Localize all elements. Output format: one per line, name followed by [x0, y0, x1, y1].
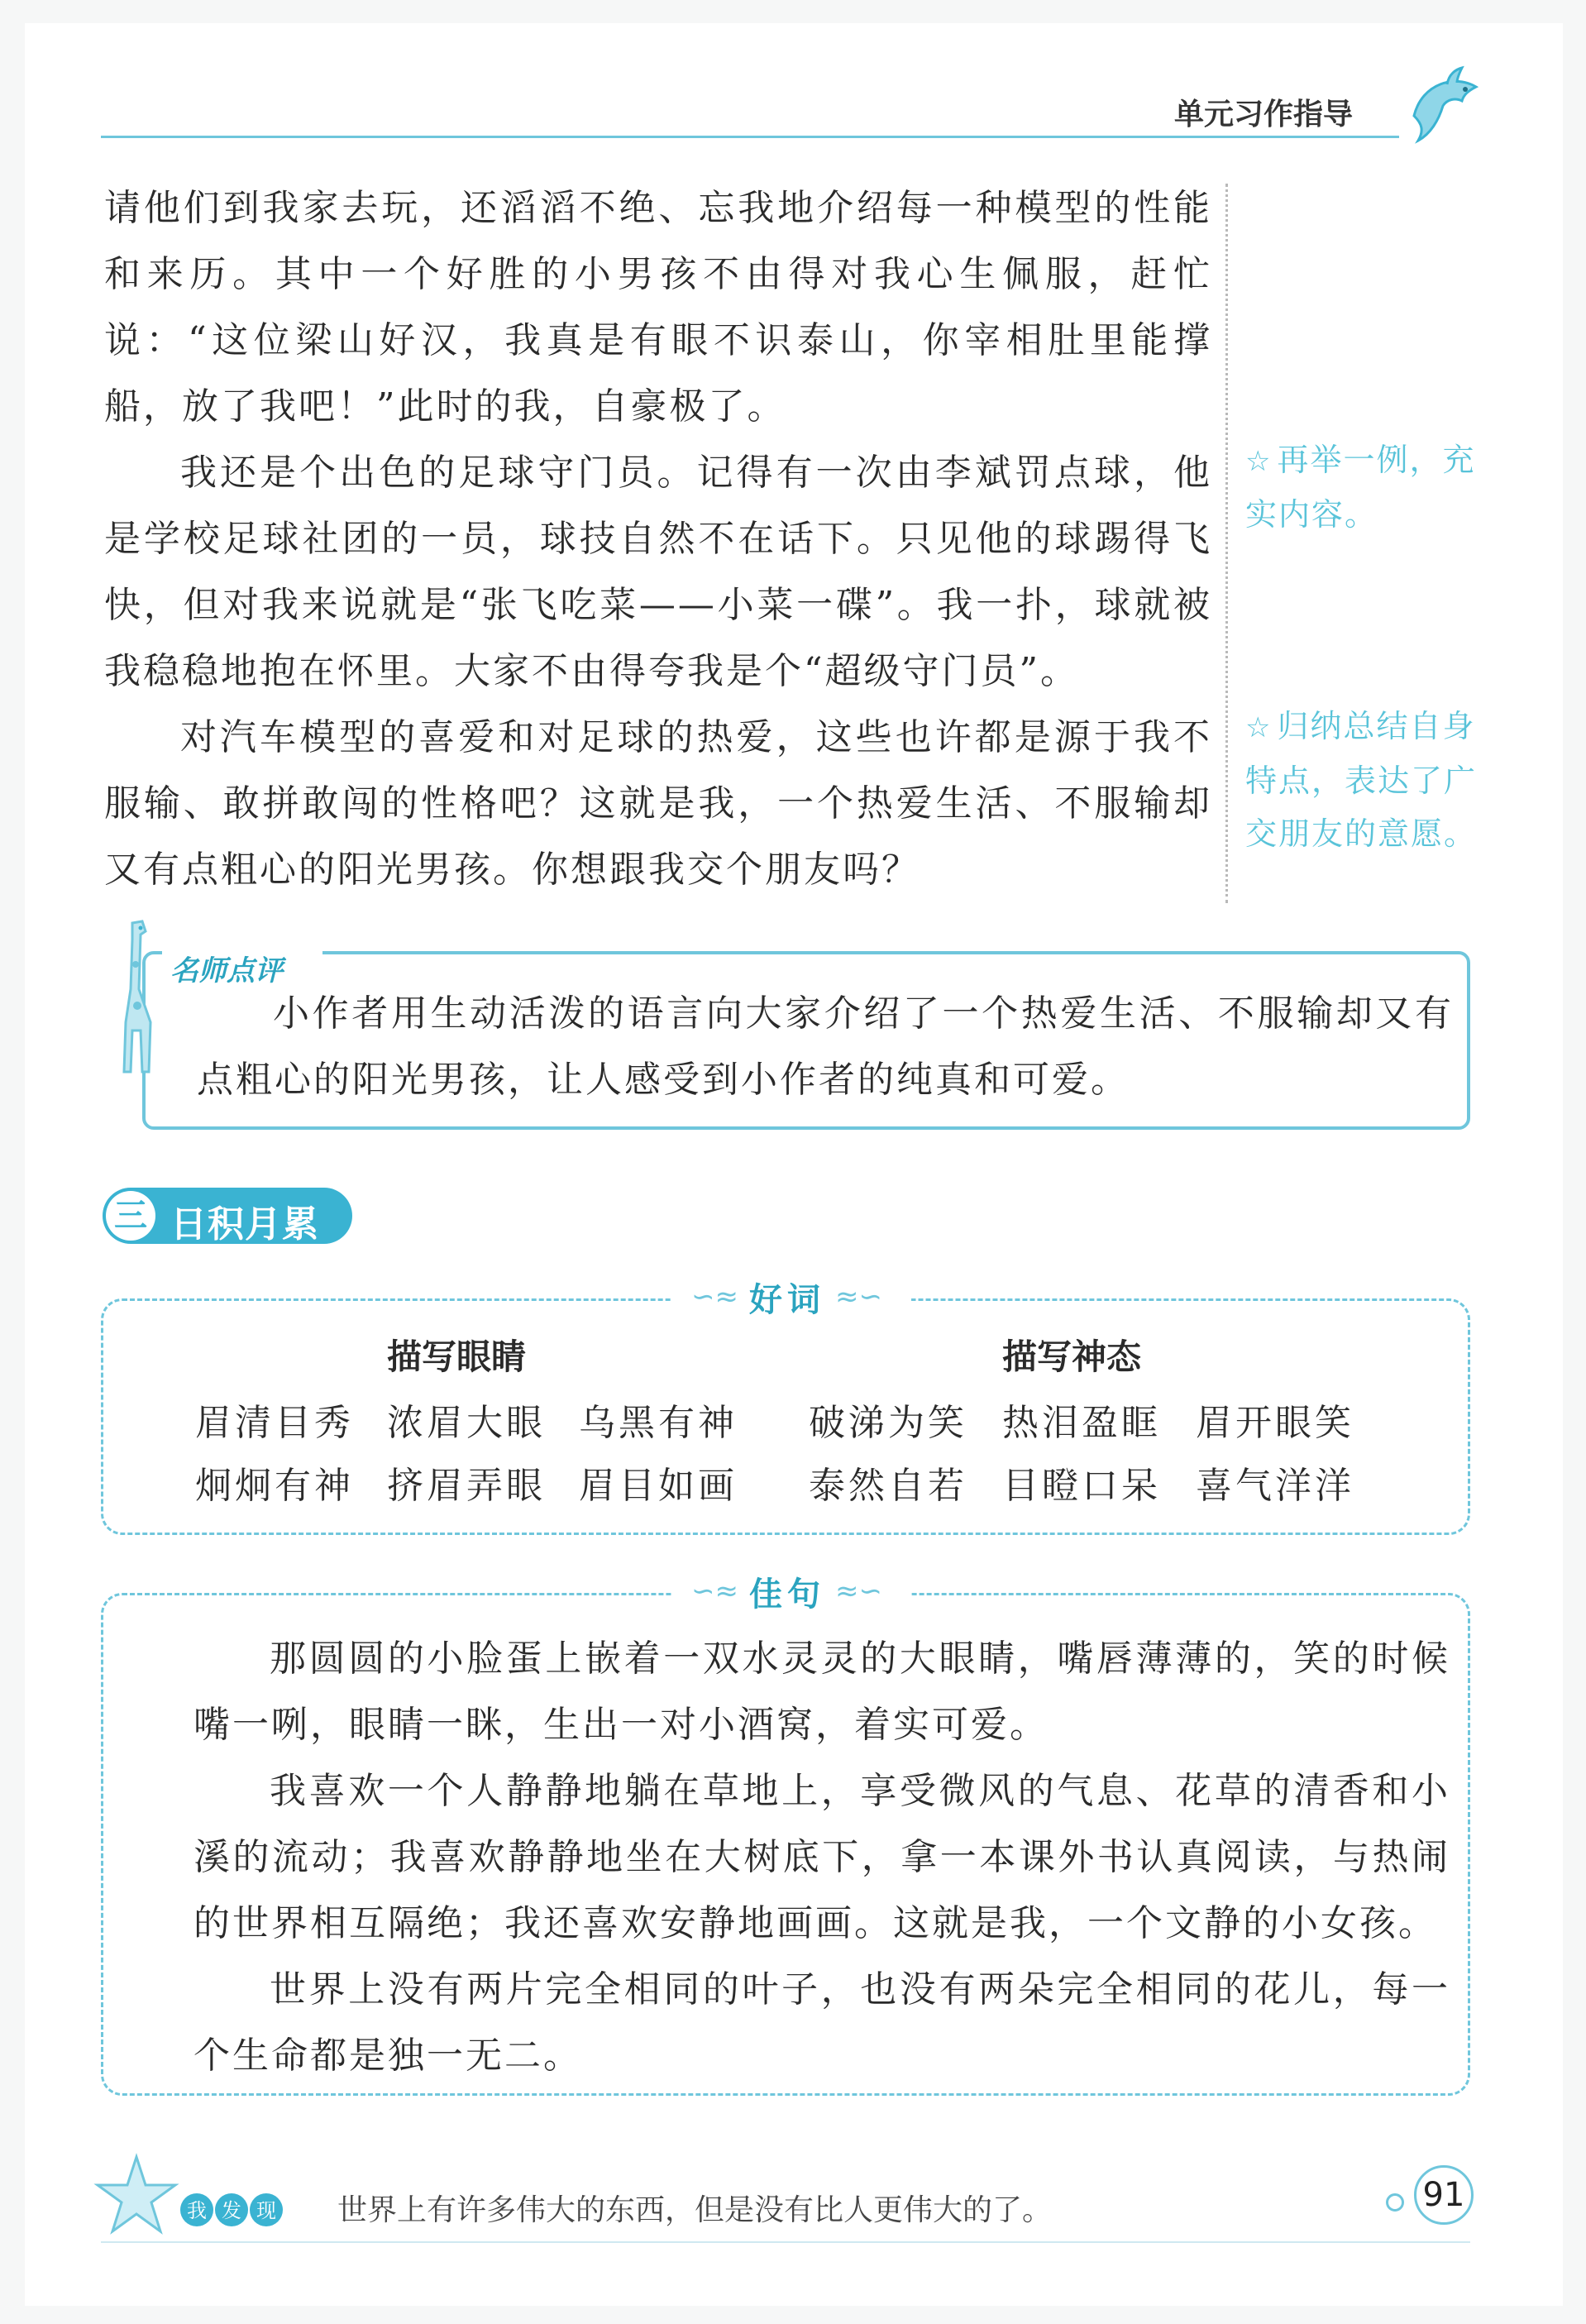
column-heading-expression: 描写神态 [1002, 1337, 1142, 1377]
section-number: 三 [106, 1191, 155, 1241]
sentence-paragraph: 那圆圆的小脸蛋上嵌着一双水灵灵的大眼睛，嘴唇薄薄的，笑的时候嘴一咧，眼睛一眯，生出一对小酒窝，着实可爱。 [193, 1638, 1450, 1746]
header-divider [101, 136, 1399, 138]
word-item: 乌黑有神 [579, 1402, 738, 1444]
word-item: 挤眉弄眼 [387, 1465, 546, 1507]
wave-ornament-right: ≈∽ [835, 1280, 882, 1313]
footer-quote: 世界上有许多伟大的东西，但是没有比人更伟大的了。 [337, 2193, 1053, 2227]
review-body [197, 981, 1454, 1113]
word-item: 眉开眼笑 [1196, 1402, 1354, 1444]
word-item: 目瞪口呆 [1002, 1465, 1161, 1507]
word-item: 热泪盈眶 [1002, 1402, 1161, 1444]
good-sentences-body [193, 1626, 1450, 2089]
badge-char: 我 [187, 2199, 207, 2222]
side-note [1245, 433, 1485, 541]
word-item: 炯炯有神 [195, 1465, 354, 1507]
page-number: 91 [1414, 2165, 1474, 2225]
sentence-paragraph: 世界上没有两片完全相同的叶子，也没有两朵完全相同的花儿，每一个生命都是独一无二。 [193, 1968, 1450, 2077]
side-note-text: 归纳总结自身特点，表达了广交朋友的意愿。 [1245, 708, 1478, 852]
word-item: 破涕为笑 [809, 1402, 967, 1444]
essay-paragraph: 我还是个出色的足球守门员。记得有一次由李斌罚点球，他是学校足球社团的一员，球技自然不在话下。只见他的球踢得飞快，但对我来说就是“张飞吃菜——小菜一碟”。我一扑，球就被我稳稳地抱在怀里。大家不由得夸我是个“超级守门员”。 [104, 452, 1212, 692]
word-item: 喜气洋洋 [1196, 1465, 1354, 1507]
header-title: 单元习作指导 [1174, 98, 1354, 132]
discover-badge [179, 2185, 286, 2235]
badge-char: 现 [256, 2199, 276, 2222]
sentence-paragraph: 我喜欢一个人静静地躺在草地上，享受微风的气息、花草的清香和小溪的流动；我喜欢静静地坐在大树底下，拿一本课外书认真阅读，与热闹的世界相互隔绝；我还喜欢安静地画画。这就是我，一个文静的小女孩。 [193, 1770, 1450, 1944]
word-item: 眉目如画 [579, 1465, 738, 1507]
column-heading-eyes: 描写眼睛 [387, 1337, 527, 1377]
wave-ornament-left: ∽≈ [691, 1280, 738, 1313]
word-item: 泰然自若 [809, 1465, 967, 1507]
badge-char: 发 [222, 2199, 241, 2222]
dolphin-icon [1397, 58, 1488, 149]
word-item: 眉清目秀 [195, 1402, 354, 1444]
side-note [1245, 700, 1485, 860]
star-icon: ☆ [1245, 711, 1273, 744]
wave-ornament-left: ∽≈ [691, 1575, 738, 1608]
section-title: 日积月累 [170, 1203, 319, 1246]
footer-divider [101, 2241, 1470, 2243]
margin-divider [1225, 184, 1228, 903]
review-label: 名师点评 [170, 954, 283, 987]
essay-paragraph: 对汽车模型的喜爱和对足球的热爱，这些也许都是源于我不服输、敢拼敢闯的性格吧？这就是我，一个热爱生活、不服输却又有点粗心的阳光男孩。你想跟我交个朋友吗？ [104, 716, 1212, 891]
review-text: 小作者用生动活泼的语言向大家介绍了一个热爱生活、不服输却又有点粗心的阳光男孩，让人感受到小作者的纯真和可爱。 [197, 992, 1454, 1101]
essay-body [104, 175, 1212, 903]
giraffe-icon [99, 915, 190, 1080]
star-icon: ☆ [1245, 445, 1273, 478]
page-number-ornament [1386, 2193, 1404, 2212]
good-sentences-label: 佳句 [749, 1576, 825, 1614]
side-note-text: 再举一例，充实内容。 [1245, 442, 1476, 533]
word-item: 浓眉大眼 [387, 1402, 546, 1444]
wave-ornament-right: ≈∽ [835, 1575, 882, 1608]
essay-paragraph: 请他们到我家去玩，还滔滔不绝、忘我地介绍每一种模型的性能和来历。其中一个好胜的小男孩不由得对我心生佩服，赶忙说：“这位梁山好汉，我真是有眼不识泰山，你宰相肚里能撑船，放了我吧！”此时的我，自豪极了。 [104, 187, 1212, 428]
good-words-label: 好词 [749, 1281, 825, 1319]
starfish-icon [91, 2150, 182, 2241]
